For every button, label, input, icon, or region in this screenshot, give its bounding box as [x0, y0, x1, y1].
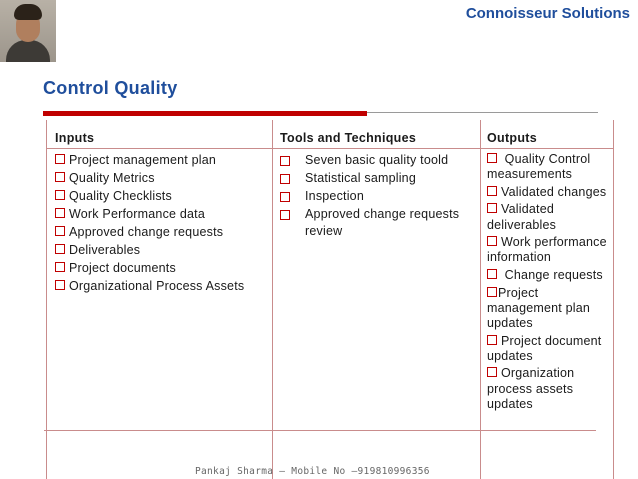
list-item: Approved change requests	[55, 223, 269, 241]
tools-list	[280, 152, 476, 241]
list-item: Quality Checklists	[55, 187, 269, 205]
table-header-divider	[46, 148, 614, 149]
list-item: Project management plan	[55, 151, 269, 169]
checkbox-square-icon	[487, 269, 497, 279]
checkbox-square-icon	[55, 172, 65, 182]
list-item: Organization process assets updates	[487, 366, 575, 411]
checkbox-square-icon	[280, 174, 290, 184]
checkbox-square-icon	[487, 186, 497, 196]
list-item: Organizational Process Assets	[55, 277, 269, 295]
list-item: Approved change requests review	[280, 206, 476, 239]
checkbox-square-icon	[55, 262, 65, 272]
list-item: Validated changes	[487, 185, 611, 200]
outputs-list	[487, 152, 611, 414]
list-item: Inspection	[280, 188, 476, 205]
checkbox-square-icon	[487, 335, 497, 345]
presenter-photo	[0, 0, 56, 62]
list-item: Change requests	[487, 268, 611, 283]
table-bottom-line	[44, 430, 596, 431]
list-item: Validated deliverables	[487, 202, 557, 232]
checkbox-square-icon	[280, 156, 290, 166]
checkbox-square-icon	[55, 154, 65, 164]
checkbox-square-icon	[55, 244, 65, 254]
table-border-right	[613, 120, 614, 479]
list-item: Work Performance data	[55, 205, 269, 223]
title-underline-accent	[43, 111, 367, 116]
checkbox-square-icon	[487, 236, 497, 246]
list-item: Quality Metrics	[55, 169, 269, 187]
checkbox-square-icon	[55, 226, 65, 236]
list-item: Statistical sampling	[280, 170, 476, 187]
list-item: Work performance information	[487, 235, 607, 265]
inputs-list	[55, 151, 269, 295]
table-divider-1	[272, 120, 273, 479]
checkbox-square-icon	[55, 280, 65, 290]
tools-header: Tools and Techniques	[280, 131, 417, 145]
inputs-header: Inputs	[55, 131, 95, 145]
checkbox-square-icon	[487, 153, 497, 163]
list-item: Project documents	[55, 259, 269, 277]
checkbox-square-icon	[487, 203, 497, 213]
list-item: Deliverables	[55, 241, 269, 259]
outputs-header: Outputs	[487, 131, 538, 145]
slide-title: Control Quality	[43, 78, 178, 98]
list-item: Quality Control measurements	[487, 152, 595, 182]
table-border-left	[46, 120, 47, 479]
checkbox-square-icon	[280, 192, 290, 202]
brand-name: Connoisseur Solutions	[465, 5, 630, 22]
checkbox-square-icon	[487, 287, 497, 297]
checkbox-square-icon	[55, 208, 65, 218]
checkbox-square-icon	[55, 190, 65, 200]
footer-credit: Pankaj Sharma – Mobile No –919810996356	[195, 466, 430, 477]
list-item: Seven basic quality toold	[280, 152, 476, 169]
title-underline-line	[367, 112, 598, 113]
checkbox-square-icon	[487, 367, 497, 377]
list-item: Project management plan updates	[487, 285, 591, 330]
table-divider-2	[480, 120, 481, 479]
checkbox-square-icon	[280, 210, 290, 220]
list-item: Project document updates	[487, 333, 602, 363]
